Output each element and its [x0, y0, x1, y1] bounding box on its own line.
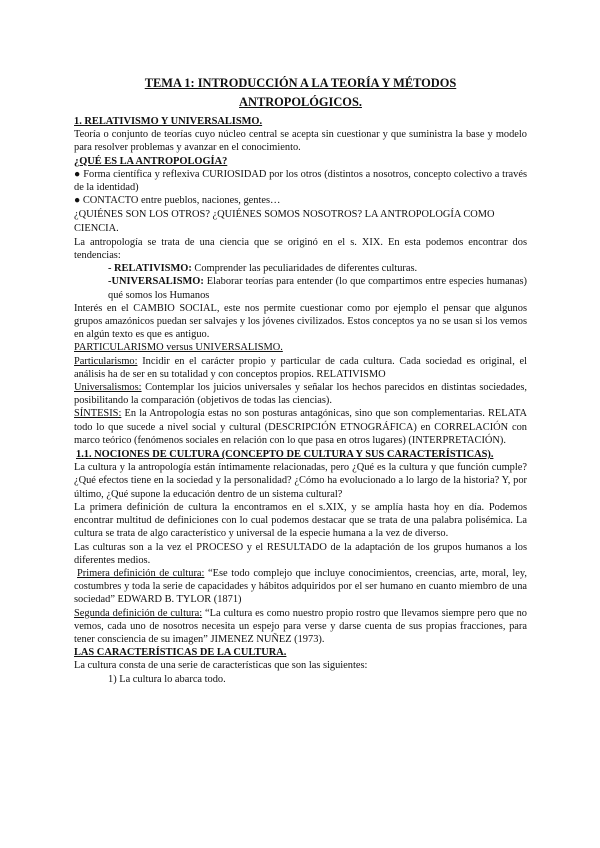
- title-line-2: ANTROPOLÓGICOS.: [239, 95, 362, 109]
- text-universalismos: Contemplar los juicios universales y señalar los hechos parecidos en distintas sociedades, posibilitando la comparación (objetivos de todas las ciencias).: [74, 382, 527, 407]
- text-particularismo: Incidir en el carácter propio y particular de cada cultura. Cada sociedad es original, el análisis ha de ser en su totalidad y con conceptos propios. RELATIVISMO: [74, 355, 527, 380]
- paragraph-cultura-3: Las culturas son a la vez el PROCESO y el RESULTADO de la adaptación de los grupos humanos a los diferentes medios.: [74, 541, 527, 566]
- text-sintesis: En la Antropología estas no son posturas antagónicas, sino que son complementarias. RELATA todo lo que sucede a nivel social y cultural (DESCRIPCIÓN ETNOGRÁFICA) en CORRELACIÓN con marco teórico (fenómenos sociales en relación con lo que pasa en otros lugares) (INTERPRETACIÓN).: [74, 408, 527, 446]
- label-segunda-definicion: Segunda definición de cultura:: [74, 607, 203, 619]
- list-item-1: 1) La cultura lo abarca todo.: [108, 673, 226, 685]
- paragraph-teoria: Teoría o conjunto de teorías cuyo núcleo central se acepta sin cuestionar y que suministra la base y modelo para resolver problemas y avanzar en el conocimiento.: [74, 129, 527, 154]
- text-relativismo: Comprender las peculiaridades de diferentes culturas.: [191, 263, 418, 275]
- paragraph-sintesis: [74, 407, 527, 447]
- document-title: [74, 74, 527, 112]
- text-primera-definicion: “Ese todo complejo que incluye conocimientos, creencias, arte, moral, ley, costumbres y toda la serie de capacidades y hábitos adquiridos por el ser humano en cuanto miembro de una sociedad” EDWARD B. TYLOR (1871): [74, 567, 527, 606]
- document-body: [74, 74, 527, 686]
- text-universalismo: Elaborar teorías para entender (lo que compartimos entre especies humanas) qué somos los Humanos: [108, 276, 527, 301]
- heading-particularismo-vs-universalismo: PARTICULARISMO versus UNIVERSALISMO.: [74, 342, 283, 354]
- paragraph-primera-definicion: [74, 567, 527, 607]
- label-relativismo: - RELATIVISMO:: [108, 263, 192, 275]
- paragraph-particularismo: [74, 355, 527, 381]
- text-segunda-definicion: “La cultura es como nuestro propio rostro que llevamos siempre pero que no vemos, cada uno de nosotros necesita un espejo para verse y darse cuenta de sus propias fracciones, para tener consciencia de su imagen” JIMENEZ NUÑEZ (1973).: [74, 607, 527, 645]
- heading-que-es-antropologia: ¿QUÉ ES LA ANTROPOLOGÍA?: [74, 155, 228, 167]
- label-universalismo: -UNIVERSALISMO:: [108, 276, 204, 288]
- heading-caracteristicas-cultura: LAS CARACTERÍSTICAS DE LA CULTURA.: [74, 647, 287, 659]
- paragraph-cambio-social: Interés en el CAMBIO SOCIAL, este nos permite cuestionar como por ejemplo el pensar que algunos grupos amazónicos puedan ser salvajes y los jóvenes civilizados. Estos conceptos ya no se usan si los vemos en algún texto es que es antiguo.: [74, 302, 527, 341]
- label-sintesis: SÍNTESIS:: [74, 408, 122, 420]
- paragraph-ciencia: La antropología se trata de una ciencia que se originó en el s. XIX. En esta podemos encontrar dos tendencias:: [74, 236, 527, 262]
- title-line-1: TEMA 1: INTRODUCCIÓN A LA TEORÍA Y MÉTODOS: [144, 76, 457, 90]
- paragraph-cultura-1: La cultura y la antropología están íntimamente relacionadas, pero ¿Qué es la cultura y que función cumple? ¿Qué efectos tiene en la sociedad y la personalidad? ¿Cómo ha evolucionado a lo largo de la historia? Y, por último, ¿Qué supone la educación dentro de un sistema cultural?: [74, 462, 527, 500]
- section-heading-nociones-cultura: 1.1. NOCIONES DE CULTURA (CONCEPTO DE CULTURA Y SUS CARACTERÍSTICAS).: [76, 449, 494, 461]
- bullet-curiosidad: ● Forma científica y reflexiva CURIOSIDAD por los otros (distintos a nosotros, concepto colectivo a través de la identidad): [74, 168, 527, 194]
- paragraph-caracteristicas: La cultura consta de una serie de características que son las siguientes:: [74, 660, 368, 672]
- label-primera-definicion: Primera definición de cultura:: [77, 567, 205, 579]
- label-universalismos: Universalismos:: [74, 382, 142, 394]
- item-universalismo: [74, 275, 527, 301]
- paragraph-cultura-2: La primera definición de cultura la encontramos en el s.XIX, y se amplía hasta hoy en día. Podemos encontrar multitud de definiciones con lo cual podemos destacar que se trata de una palabra polisémica. La cultura se trata de algo característico y universal de la especie humana a la vez de diverso.: [74, 501, 527, 540]
- heading-quienes-son-los-otros: ¿QUIÉNES SON LOS OTROS? ¿QUIÉNES SOMOS NOSOTROS? LA ANTROPOLOGÍA COMO CIENCIA.: [74, 209, 495, 234]
- bullet-contacto: ● CONTACTO entre pueblos, naciones, gentes…: [74, 195, 281, 207]
- section-heading-relativismo: 1. RELATIVISMO Y UNIVERSALISMO.: [74, 116, 263, 127]
- item-relativismo: [74, 262, 527, 275]
- paragraph-universalismos: [74, 381, 527, 407]
- paragraph-segunda-definicion: [74, 607, 527, 647]
- label-particularismo: Particularismo:: [74, 355, 138, 367]
